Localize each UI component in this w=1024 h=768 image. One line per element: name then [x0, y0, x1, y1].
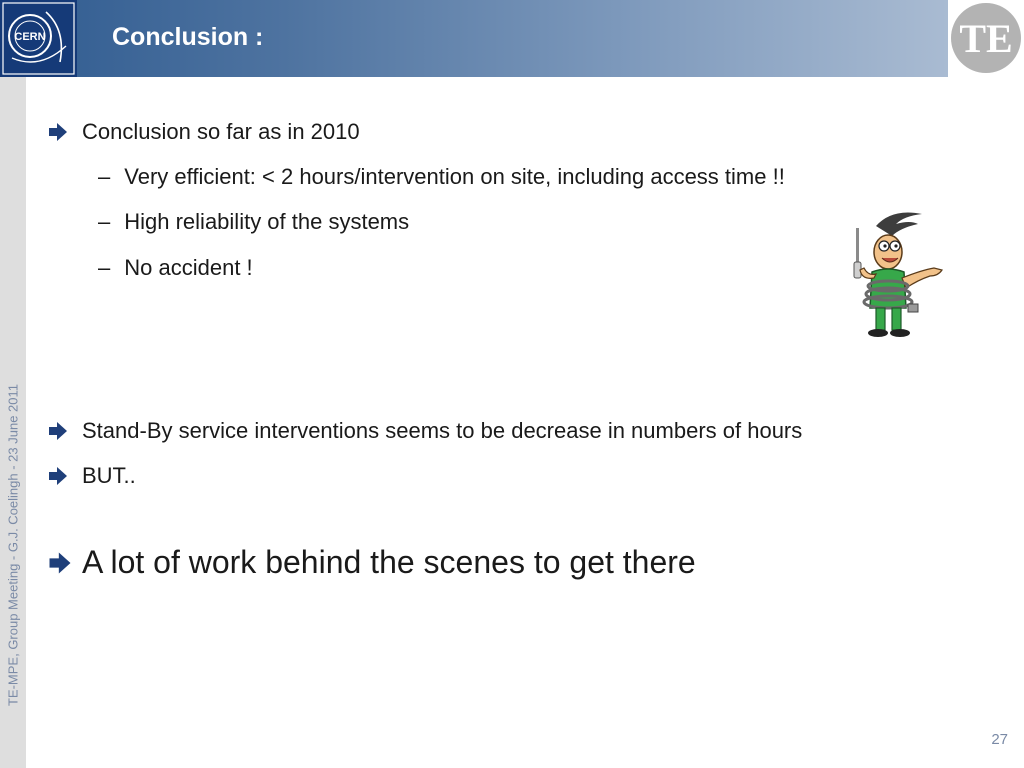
electrician-cartoon-image: [842, 208, 946, 340]
footer-text: TE-MPE, Group Meeting - G.J. Coelingh - 23 June 2011: [5, 383, 21, 707]
bullet-text: Conclusion so far as in 2010: [82, 119, 360, 144]
bullet-item: [46, 119, 360, 145]
bullet-text: BUT..: [82, 463, 136, 488]
sub-item-text: No accident !: [124, 255, 253, 280]
dash-marker: –: [98, 209, 111, 234]
dash-marker: –: [98, 255, 111, 280]
sub-item: [98, 255, 253, 281]
svg-text:CERN: CERN: [14, 31, 46, 43]
te-logo: [948, 0, 1024, 77]
bullet-item-large: [46, 544, 696, 581]
dash-marker: –: [98, 164, 111, 189]
right-arrow-icon: [46, 120, 70, 144]
sub-item: [98, 209, 409, 235]
cern-logo: [0, 0, 77, 77]
right-arrow-icon: [46, 419, 70, 443]
sub-item-text: Very efficient: < 2 hours/intervention on site, including access time !!: [124, 164, 785, 189]
sub-item: [98, 164, 785, 190]
right-arrow-icon: [46, 549, 74, 577]
right-arrow-icon: [46, 464, 70, 488]
bullet-item: [46, 418, 802, 444]
bullet-item: [46, 463, 136, 489]
bullet-text-large: A lot of work behind the scenes to get there: [82, 544, 696, 580]
header-bar: [0, 0, 948, 77]
bullet-text: Stand-By service interventions seems to be decrease in numbers of hours: [82, 418, 803, 443]
sub-item-text: High reliability of the systems: [124, 209, 410, 234]
page-number: 27: [991, 731, 1008, 748]
svg-text:TE: TE: [959, 16, 1013, 61]
slide-title: Conclusion :: [112, 23, 264, 51]
